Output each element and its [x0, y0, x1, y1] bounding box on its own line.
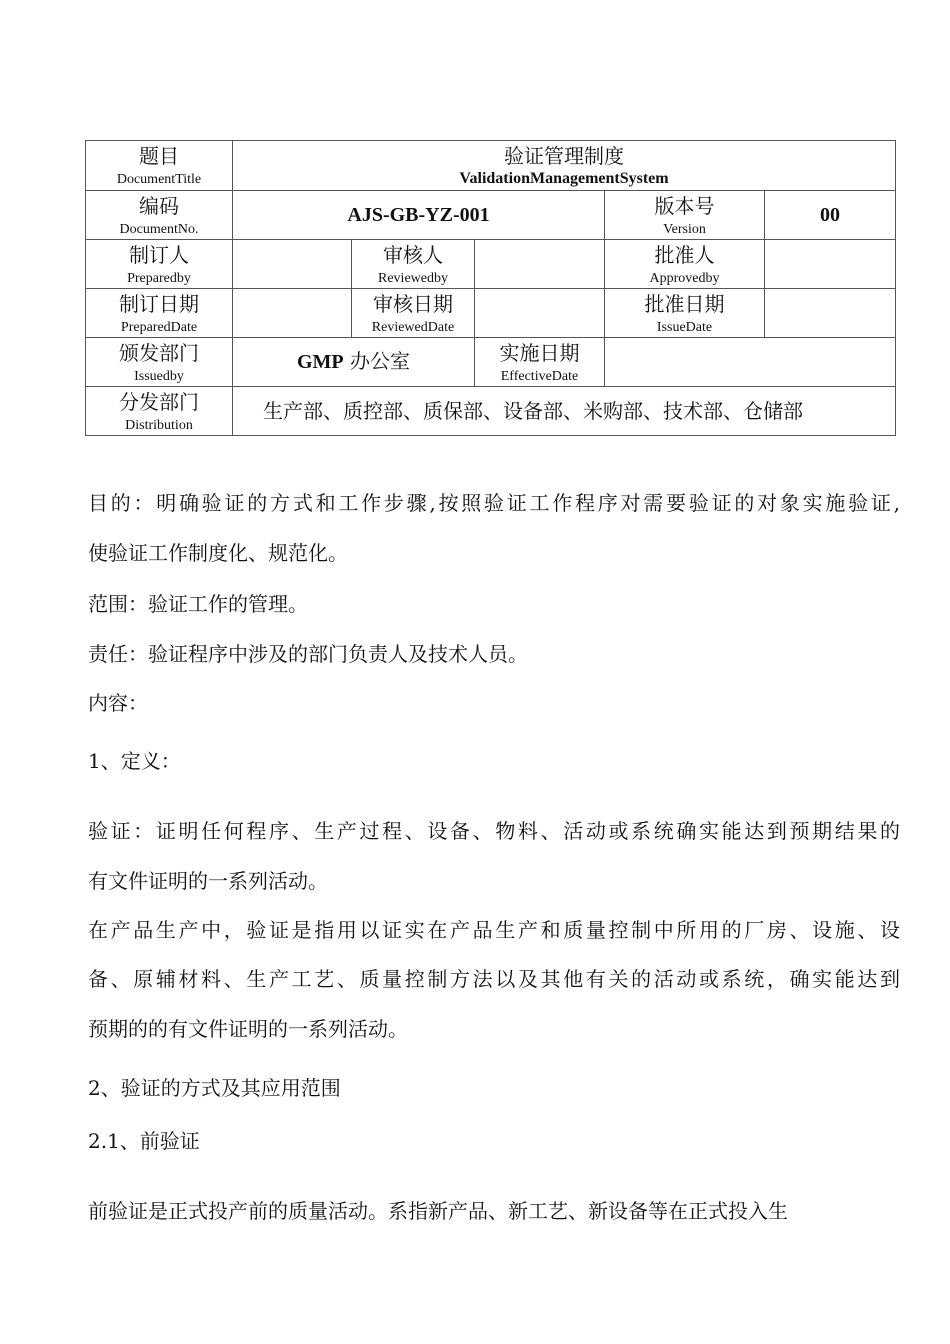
approved-label-en: Approvedby: [649, 270, 720, 286]
prepared-date-label-cell: [86, 289, 233, 338]
row-distribution: [86, 387, 896, 436]
approved-value-cell: [765, 240, 896, 289]
prepared-date-value-cell: [233, 289, 352, 338]
prepared-label-en: Preparedby: [127, 270, 191, 286]
scope-text: 范围：验证工作的管理。: [88, 592, 308, 616]
distribution-label-en: Distribution: [125, 417, 193, 433]
docno-value: AJS-GB-YZ-001: [347, 203, 490, 226]
issue-date-value-cell: [765, 289, 896, 338]
issued-by-label-cell: [86, 338, 233, 387]
paragraph-line-3: 预期的的有文件证明的一系列活动。: [88, 1017, 408, 1041]
effective-value-cell: [605, 338, 896, 387]
row-issued: [86, 338, 896, 387]
issued-by-value-bold: GMP: [296, 351, 344, 373]
issue-date-label-en: IssueDate: [656, 319, 713, 335]
row-dates: [86, 289, 896, 338]
reviewed-label-cn: 审核人: [383, 242, 443, 267]
version-label-cell: [605, 191, 765, 240]
responsibility-text: 责任：验证程序中涉及的部门负责人及技术人员。: [88, 642, 528, 666]
reviewed-value-cell: [475, 240, 605, 289]
section-2-heading: 2、验证的方式及其应用范围: [88, 1076, 341, 1100]
reviewed-date-label-cell: [352, 289, 475, 338]
title-value-cell: [233, 141, 896, 191]
document-header-table: [85, 140, 896, 436]
effective-label-cn: 实施日期: [499, 340, 580, 365]
reviewed-label-en: Reviewedby: [378, 270, 448, 286]
definition-line-2: 有文件证明的一系列活动。: [88, 869, 328, 893]
version-value-cell: [765, 191, 896, 240]
purpose-line-1: 目的：明确验证的方式和工作步骤,按照验证工作程序对需要验证的对象实施验证,: [88, 491, 900, 515]
definition-line-1: 验证：证明任何程序、生产过程、设备、物料、活动或系统确实能达到预期结果的: [88, 819, 900, 843]
row-title: [86, 141, 896, 191]
issued-by-value-cell: [233, 338, 475, 387]
section-2-1-heading: 2.1、前验证: [88, 1129, 200, 1153]
approved-label-cell: [605, 240, 765, 289]
pre-validation-line-1: 前验证是正式投产前的质量活动。系指新产品、新工艺、新设备等在正式投入生: [88, 1199, 788, 1223]
issued-by-label-cn: 颁发部门: [119, 340, 199, 365]
title-label-en: DocumentTitle: [116, 172, 202, 188]
issued-by-label-en: Issuedby: [134, 368, 184, 384]
row-signatories: [86, 240, 896, 289]
paragraph-line-2: 备、原辅材料、生产工艺、质量控制方法以及其他有关的活动或系统，确实能达到: [88, 967, 900, 991]
prepared-label-cell: [86, 240, 233, 289]
title-label-cn: 题目: [139, 144, 179, 169]
reviewed-date-label-cn: 审核日期: [373, 291, 453, 316]
docno-value-cell: [233, 191, 605, 240]
title-value-cn: 验证管理制度: [504, 144, 625, 169]
prepared-date-label-cn: 制订日期: [119, 291, 199, 316]
row-docno: [86, 191, 896, 240]
version-label-en: Version: [663, 221, 706, 237]
reviewed-label-cell: [352, 240, 475, 289]
distribution-label-cell: [86, 387, 233, 436]
effective-label-cell: [475, 338, 605, 387]
reviewed-date-label-en: ReviewedDate: [371, 319, 455, 335]
section-1-heading: 1、定义：: [88, 749, 181, 773]
docno-label-en: DocumentNo.: [119, 221, 199, 237]
docno-label-cn: 编码: [139, 193, 179, 218]
issued-by-value-cn: 办公室: [343, 349, 410, 373]
docno-label-cell: [86, 191, 233, 240]
purpose-line-2: 使验证工作制度化、规范化。: [88, 541, 348, 565]
issue-date-label-cell: [605, 289, 765, 338]
version-label-cn: 版本号: [654, 193, 715, 218]
distribution-label-cn: 分发部门: [119, 389, 199, 414]
distribution-value: 生产部、质控部、质保部、设备部、米购部、技术部、仓储部: [233, 387, 896, 436]
paragraph-line-1: 在产品生产中，验证是指用以证实在产品生产和质量控制中所用的厂房、设施、设: [88, 918, 900, 942]
content-label: 内容：: [88, 691, 148, 715]
issued-by-value: [297, 349, 410, 373]
version-value: 00: [820, 203, 841, 226]
prepared-label-cn: 制订人: [129, 242, 189, 267]
approved-label-cn: 批准人: [654, 242, 715, 267]
effective-label-en: EffectiveDate: [500, 368, 579, 384]
title-label-cell: [86, 141, 233, 191]
title-value-en: ValidationManagementSystem: [459, 170, 669, 188]
reviewed-date-value-cell: [475, 289, 605, 338]
prepared-value-cell: [233, 240, 352, 289]
issue-date-label-cn: 批准日期: [644, 291, 725, 316]
prepared-date-label-en: PreparedDate: [120, 319, 198, 335]
